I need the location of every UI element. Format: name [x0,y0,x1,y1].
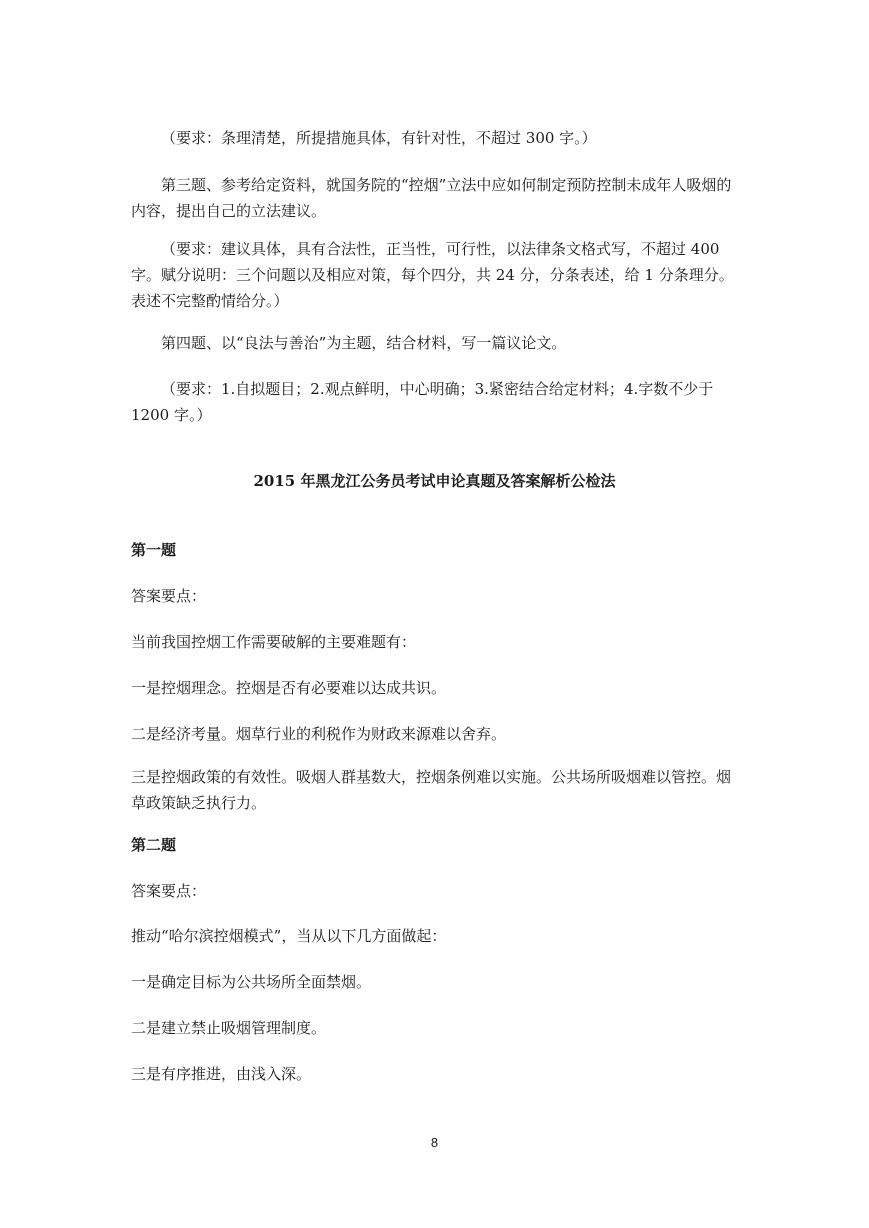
answer-label-2: 答案要点： [131,882,207,900]
answer-1-item-1: 一是控烟理念。控烟是否有必要难以达成共识。 [131,679,447,697]
question-3-paragraph: 第三题、参考给定资料，就国务院的“控烟”立法中应如何制定预防控制未成年人吸烟的内容，提出自己的立法建议。 [131,176,732,220]
heading-question-1: 第一题 [131,541,177,559]
answer-2-item-1: 一是确定目标为公共场所全面禁烟。 [131,973,372,991]
requirement-paragraph-4: （要求：1.自拟题目；2.观点鲜明，中心明确；3.紧密结合给定材料；4.字数不少于 1200 字。） [131,380,714,424]
answer-2-item-3: 三是有序推进，由浅入深。 [131,1065,312,1083]
answer-2-intro: 推动“哈尔滨控烟模式”，当从以下几方面做起： [131,927,447,945]
requirement-paragraph-3: （要求：建议具体，具有合法性，正当性，可行性，以法律条文格式写，不超过 400 字。赋分说明：三个问题以及相应对策，每个四分，共 24 分，分条表述，给 1 分条理分。表述不完整酌情给分。） [131,240,734,310]
answer-label-1: 答案要点： [131,587,207,605]
answer-1-item-3: 三是控烟政策的有效性。吸烟人群基数大，控烟条例难以实施。公共场所吸烟难以管控。烟草政策缺乏执行力。 [131,768,732,812]
requirement-paragraph-1: （要求：条理清楚，所提措施具体，有针对性，不超过 300 字。） [161,129,597,147]
section-title: 2015 年黑龙江公务员考试申论真题及答案解析公检法 [253,472,616,490]
heading-question-2: 第二题 [131,836,177,854]
question-4-paragraph: 第四题、以“良法与善治”为主题，结合材料，写一篇议论文。 [161,334,567,352]
answer-2-item-2: 二是建立禁止吸烟管理制度。 [131,1019,327,1037]
answer-1-item-2: 二是经济考量。烟草行业的利税作为财政来源难以舍弃。 [131,725,507,743]
answer-1-intro: 当前我国控烟工作需要破解的主要难题有： [131,633,417,651]
page-number: 8 [430,1135,439,1150]
